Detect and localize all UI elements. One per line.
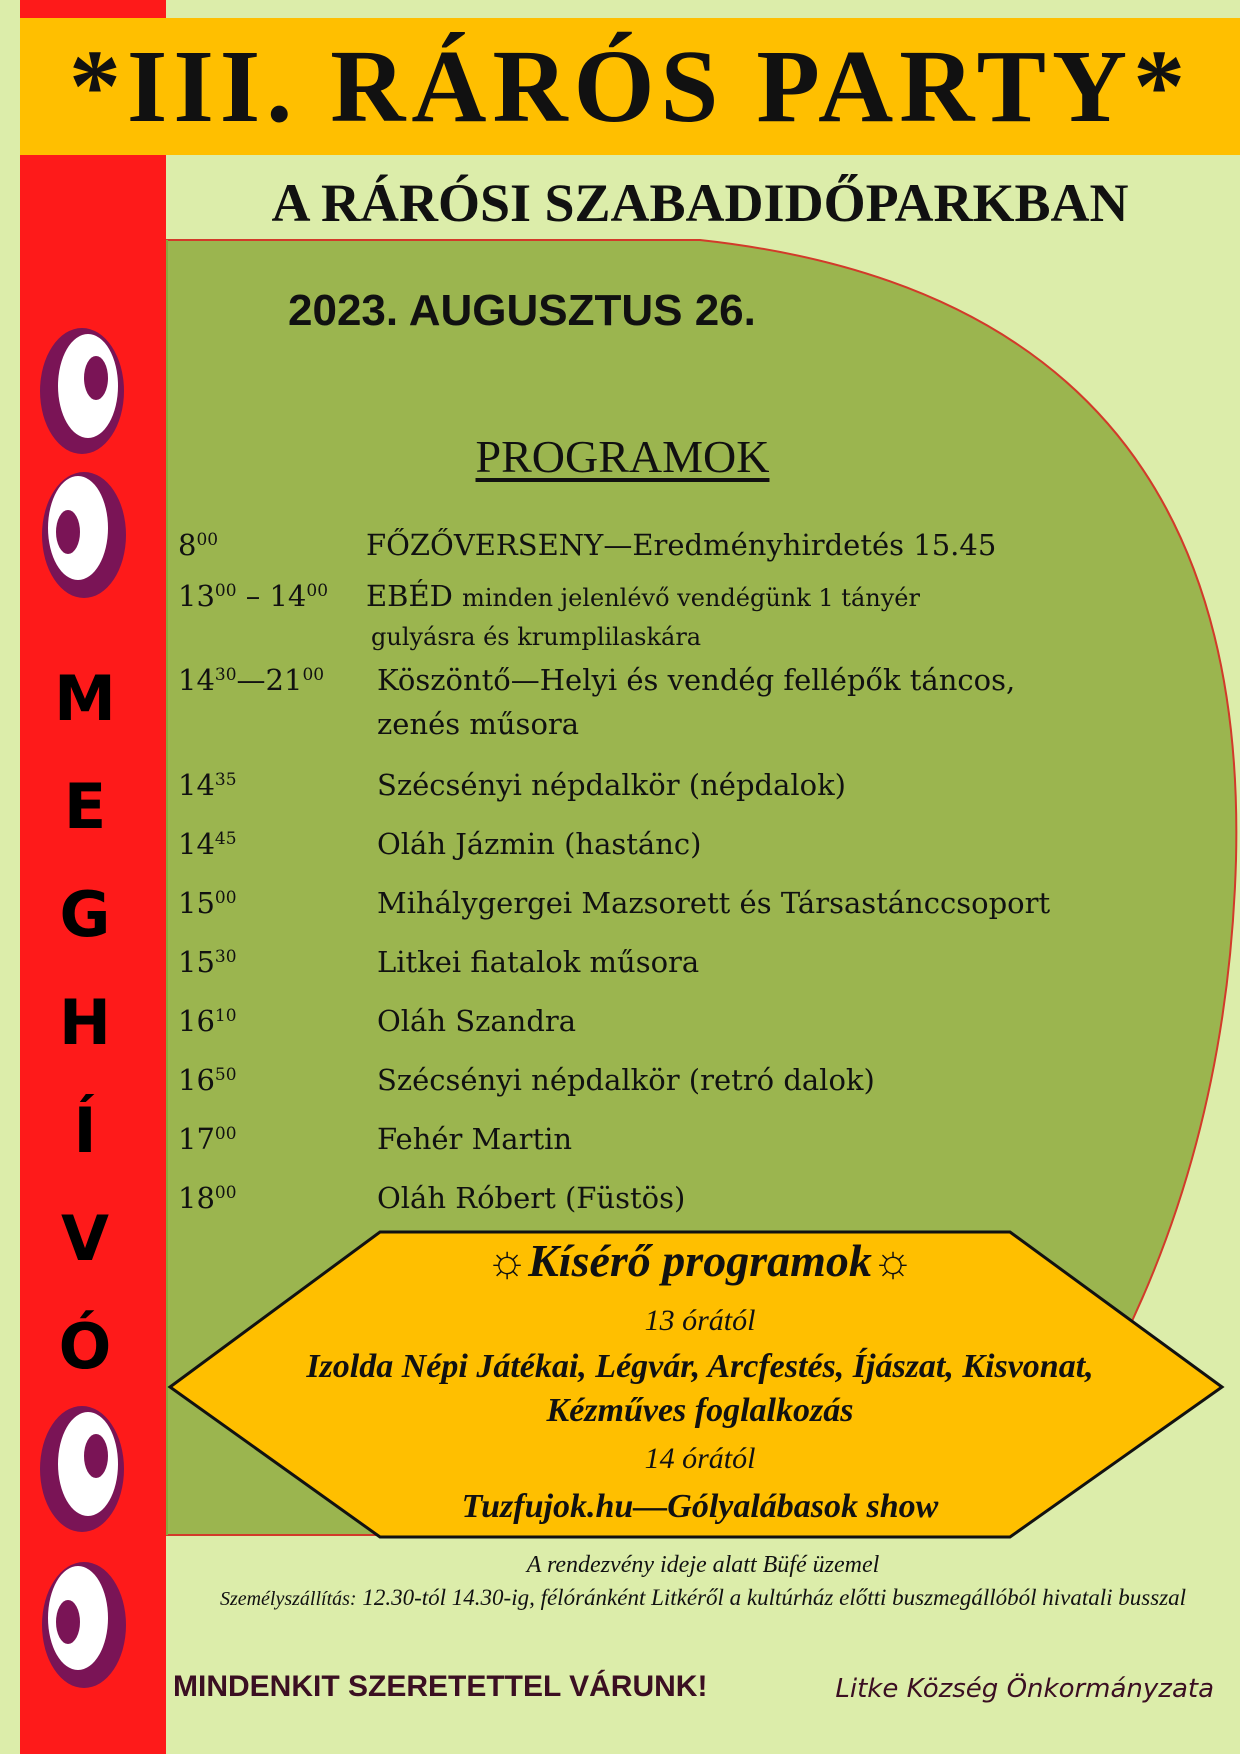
program-time: $14^{45}$ (178, 827, 237, 861)
invite-text: MINDENKIT SZERETETTEL VÁRUNK! (173, 1670, 708, 1703)
program-time: $14^{35}$ (178, 768, 237, 802)
transport-text: 12.30-tól 14.30-ig, félóránként Litkéről a kultúrház előtti buszmegállóból hivatali busszal (362, 1585, 1187, 1610)
program-desc: FŐZŐVERSENY—Eredményhirdetés 15.45 (366, 528, 997, 562)
program-time: $18^{00}$ (178, 1181, 237, 1215)
eye-circle-icon (38, 326, 128, 456)
program-time: $15^{00}$ (178, 886, 237, 920)
program-time: $15^{30}$ (178, 945, 237, 979)
program-time: $13^{00} - 14^{00}$ (178, 579, 329, 613)
program-desc: Szécsényi népdalkör (retró dalok) (377, 1063, 875, 1097)
transport-note (166, 1585, 1240, 1611)
program-desc-cont: gulyásra és krumplilaskára (371, 623, 702, 651)
program-time: $17^{00}$ (178, 1122, 237, 1156)
program-desc: Mihálygergei Mazsorett és Társastánccsoport (377, 886, 1051, 920)
venue-subtitle: A RÁRÓSI SZABADIDŐPARKBAN (271, 173, 1129, 233)
program-desc: Szécsényi népdalkör (népdalok) (377, 768, 846, 802)
side-programs-list-1b: Kézműves foglalkozás (546, 1392, 854, 1429)
event-date: 2023. AUGUSZTUS 26. (288, 286, 756, 335)
eye-circle-icon (38, 470, 128, 600)
program-desc: Oláh Róbert (Füstös) (377, 1181, 686, 1215)
side-programs-title: ☼Kísérő programok☼ (485, 1235, 915, 1286)
transport-label: Személyszállítás: (219, 1588, 357, 1610)
side-letter: M (54, 662, 116, 735)
event-title: *III. RÁRÓS PARTY* (68, 28, 1192, 144)
side-word-meghivo (30, 645, 140, 1401)
side-programs-time-1: 13 órától (644, 1304, 756, 1337)
program-time: $8^{00}$ (178, 528, 219, 562)
side-letter: G (59, 878, 111, 951)
side-letter: H (59, 986, 111, 1059)
side-letter: Ó (58, 1310, 112, 1383)
side-letter: Í (73, 1094, 97, 1167)
program-desc: Litkei fiatalok műsora (377, 945, 700, 979)
program-time: $16^{10}$ (178, 1004, 237, 1038)
title-banner (20, 18, 1240, 155)
side-programs-list-1a: Izolda Népi Játékai, Légvár, Arcfestés, Íjászat, Kisvonat, (306, 1348, 1094, 1385)
side-programs-time-2: 14 órától (644, 1442, 756, 1475)
side-letter: V (61, 1202, 109, 1275)
programs-heading: PROGRAMOK (475, 431, 770, 482)
eye-circle-icon (38, 1560, 128, 1690)
side-letter: E (63, 770, 107, 843)
eye-circle-icon (38, 1404, 128, 1534)
program-desc: Oláh Szandra (377, 1004, 577, 1038)
program-desc: EBÉD minden jelenlévő vendégünk 1 tányér (366, 579, 920, 613)
program-time: $14^{30}—21^{00}$ (178, 663, 325, 697)
program-desc: Fehér Martin (377, 1122, 573, 1156)
program-time: $16^{50}$ (178, 1063, 237, 1097)
side-programs-list-2: Tuzfujok.hu—Gólyalábasok show (461, 1488, 939, 1525)
program-desc-cont: zenés műsora (377, 707, 580, 741)
buffet-note: A rendezvény ideje alatt Büfé üzemel (526, 1552, 880, 1578)
program-desc: Oláh Jázmin (hastánc) (377, 827, 702, 861)
organizer-text: Litke Község Önkormányzata (835, 1674, 1214, 1704)
program-desc: Köszöntő—Helyi és vendég fellépők táncos, (377, 663, 1016, 697)
